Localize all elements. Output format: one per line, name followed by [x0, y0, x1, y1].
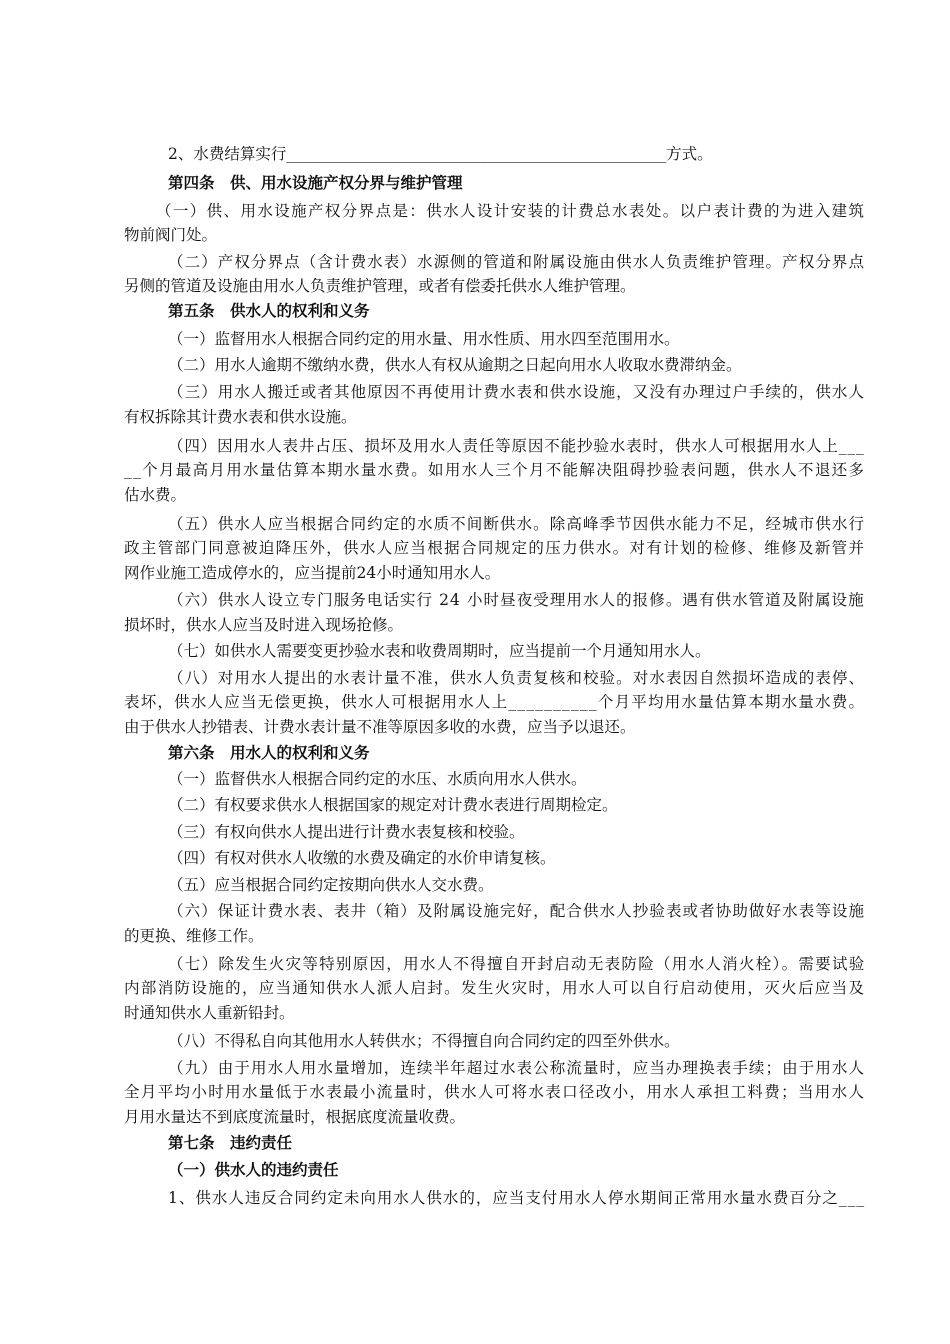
- text-line: 另侧的管道及设施由用水人负责维护管理，或者有偿委托供水人维护管理。: [124, 277, 636, 295]
- text-line: （九）由于用水人用水量增加，连续半年超过水表公称流量时，应当办理换表手续；由于用水人: [168, 1059, 866, 1077]
- text-line: （二）产权分界点（含计费水表）水源侧的管道和附属设施由供水人负责维护管理。产权分界点: [168, 253, 866, 271]
- text-line: 全月平均小时用水量低于水表最小流量时，供水人可将水表口径改小，用水人承担工料费；当用水人: [124, 1083, 866, 1101]
- text-line: （二）用水人逾期不缴纳水费，供水人有权从逾期之日起向用水人收取水费滞纳金。: [168, 356, 742, 374]
- text-line: 政主管部门同意被迫降压外，供水人应当根据合同规定的压力供水。对有计划的检修、维修及新管并: [124, 539, 866, 557]
- text-line: （四）因用水人表井占压、损坏及用水人责任等原因不能抄验水表时，供水人可根据用水人上___: [168, 437, 865, 455]
- text-line: 由于供水人抄错表、计费水表计量不准等原因多收的水费，应当予以退还。: [124, 718, 636, 736]
- text-line: 1、供水人违反合同约定未向用水人供水的，应当支付用水人停水期间正常用水量水费百分之___: [168, 1189, 866, 1207]
- text-line: （七）如供水人需要变更抄验水表和收费周期时，应当提前一个月通知用水人。: [168, 642, 711, 660]
- text-line: （五）应当根据合同约定按期向供水人交水费。: [168, 876, 494, 894]
- section-heading: 第五条 供水人的权利和义务: [168, 302, 370, 320]
- section-heading: 第七条 违约责任: [168, 1134, 293, 1152]
- text-line: 内部消防设施的，应当通知供水人派人启封。发生火灾时，用水人可以自行启动使用，灭火后应当及: [124, 979, 866, 997]
- text-line: （六）供水人设立专门服务电话实行 24 小时昼夜受理用水人的报修。遇有供水管道及附属设施: [168, 591, 865, 609]
- section-heading: 第四条 供、用水设施产权分界与维护管理: [168, 174, 463, 192]
- text-line: （三）用水人搬迁或者其他原因不再使用计费水表和供水设施，又没有办理过户手续的，供水人: [168, 383, 866, 401]
- text-line: 的更换、维修工作。: [124, 927, 264, 945]
- text-line: （七）除发生火灾等特别原因，用水人不得擅自开封启动无表防险（用水人消火栓）。需要试验: [168, 955, 866, 973]
- text-line: （四）有权对供水人收缴的水费及确定的水价申请复核。: [168, 849, 556, 867]
- text-line: 表坏，供水人应当无偿更换，供水人可根据用水人上__________个月平均用水量估算本期水量水费。: [124, 693, 866, 711]
- text-line: （八）对用水人提出的水表计量不准，供水人负责复核和校验。对水表因自然损坏造成的表停、: [168, 669, 866, 687]
- text-line: （二）有权要求供水人根据国家的规定对计费水表进行周期检定。: [168, 796, 618, 814]
- text-line: （八）不得私自向其他用水人转供水；不得擅自向合同约定的四至外供水。: [168, 1032, 680, 1050]
- text-line: （一）监督用水人根据合同约定的用水量、用水性质、用水四至范围用水。: [168, 330, 680, 348]
- section-heading: 第六条 用水人的权利和义务: [168, 744, 370, 762]
- text-line: （一）监督供水人根据合同约定的水压、水质向用水人供水。: [168, 770, 587, 788]
- text-line: 月用水量达不到底度流量时，根据底度流量收费。: [124, 1108, 466, 1126]
- subsection-heading: （一）供水人的违约责任: [168, 1161, 339, 1179]
- text-line: 估水费。: [124, 486, 187, 504]
- text-line: 时通知供水人重新铅封。: [124, 1004, 295, 1022]
- text-line: 损坏时，供水人应当及时进入现场抢修。: [124, 616, 404, 634]
- text-line: （一）供、用水设施产权分界点是：供水人设计安装的计费总水表处。以户表计费的为进入建筑: [156, 202, 866, 220]
- text-line: 物前阀门处。: [124, 226, 218, 244]
- text-line: 2、水费结算实行_________________________________________________方式。: [168, 145, 713, 163]
- text-line: 网作业施工造成停水的，应当提前24小时通知用水人。: [124, 564, 501, 582]
- text-line: （五）供水人应当根据合同约定的水质不间断供水。除高峰季节因供水能力不足，经城市供水行: [168, 515, 866, 533]
- text-line: 有权拆除其计费水表和供水设施。: [124, 408, 357, 426]
- text-line: （三）有权向供水人提出进行计费水表复核和校验。: [168, 823, 525, 841]
- text-line: （六）保证计费水表、表井（箱）及附属设施完好，配合供水人抄验表或者协助做好水表等设施: [168, 902, 866, 920]
- text-line: __个月最高月用水量估算本期水量水费。如用水人三个月不能解决阻碍抄验表问题，供水人不退还多: [124, 461, 866, 479]
